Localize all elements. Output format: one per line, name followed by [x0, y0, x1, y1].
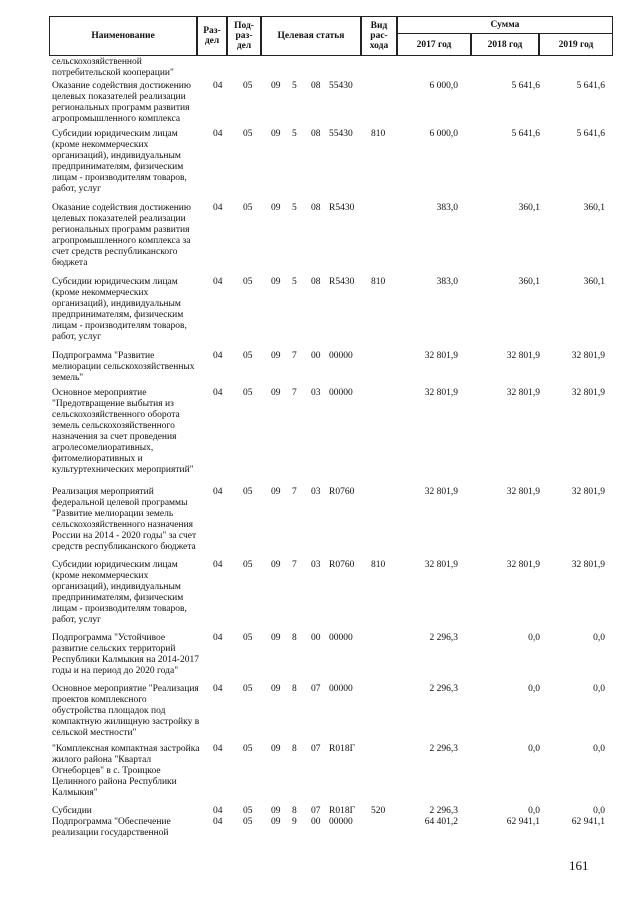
- row-sum-2018: 0,0: [528, 633, 540, 643]
- row-razdel: 04: [213, 203, 223, 213]
- row-sum-2018: 32 801,9: [506, 560, 540, 570]
- row-name: Основное мероприятие "Предотвращение выбытия из сельскохозяйственного оборота земель сельскохозяйственного назначения за счет проведения агролесомелиоративных, фитомелиоративных и культуртехнических мероприятий": [52, 388, 194, 475]
- row-cs2: 8: [292, 806, 297, 816]
- row-cs3: 08: [311, 203, 321, 213]
- row-cs4: R5430: [329, 203, 355, 213]
- header-2019-text: 2019 год: [558, 39, 594, 50]
- row-cs1: 09: [271, 203, 281, 213]
- header-2017: [397, 33, 471, 56]
- row-sum-2019: 5 641,6: [576, 81, 605, 91]
- row-sum-2018: 0,0: [528, 806, 540, 816]
- row-name: Подпрограмма "Устойчивое развитие сельских территорий Республики Калмыкия на 2014-2017 годы и на период до 2020 года": [52, 633, 199, 676]
- row-sum-2017: 2 296,3: [429, 806, 458, 816]
- row-sum-2017: 6 000,0: [429, 81, 458, 91]
- row-cs4: R018Г: [329, 806, 356, 816]
- row-podrazdel: 05: [243, 129, 253, 139]
- row-sum-2019: 5 641,6: [576, 129, 605, 139]
- row-cs4: 00000: [329, 633, 353, 643]
- row-cs4: 55430: [329, 129, 353, 139]
- header-vid-text: Вид рас- хода: [369, 21, 389, 51]
- row-cs1: 09: [271, 817, 281, 827]
- row-sum-2017: 6 000,0: [429, 129, 458, 139]
- row-cs4: 00000: [329, 351, 353, 361]
- row-razdel: 04: [213, 388, 223, 398]
- row-cs2: 5: [292, 129, 297, 139]
- row-sum-2017: 2 296,3: [429, 744, 458, 754]
- row-sum-2017: 2 296,3: [429, 684, 458, 694]
- row-sum-2017: 383,0: [436, 203, 458, 213]
- header-podrazdel: [227, 16, 261, 56]
- header-2017-text: 2017 год: [416, 39, 452, 50]
- row-cs2: 8: [292, 744, 297, 754]
- row-sum-2019: 32 801,9: [571, 560, 605, 570]
- row-cs3: 03: [311, 560, 321, 570]
- row-cs2: 7: [292, 560, 297, 570]
- header-2018: [471, 33, 539, 56]
- row-cs3: 03: [311, 487, 321, 497]
- row-podrazdel: 05: [243, 487, 253, 497]
- row-name: Подпрограмма "Обеспечение реализации государственной: [52, 817, 171, 838]
- row-podrazdel: 05: [243, 684, 253, 694]
- row-cs3: 00: [311, 817, 321, 827]
- row-sum-2018: 5 641,6: [511, 81, 540, 91]
- row-cs4: R5430: [329, 277, 355, 287]
- row-razdel: 04: [213, 806, 223, 816]
- row-podrazdel: 05: [243, 817, 253, 827]
- row-cs1: 09: [271, 81, 281, 91]
- row-cs4: 55430: [329, 81, 353, 91]
- row-cs4: 00000: [329, 817, 353, 827]
- header-vid: [361, 16, 397, 56]
- header-2018-text: 2018 год: [487, 39, 523, 50]
- row-sum-2019: 32 801,9: [571, 388, 605, 398]
- header-name-text: Наименование: [91, 31, 155, 41]
- row-sum-2019: 0,0: [593, 684, 605, 694]
- row-cs1: 09: [271, 277, 281, 287]
- row-sum-2018: 360,1: [518, 277, 540, 287]
- row-sum-2018: 5 641,6: [511, 129, 540, 139]
- row-cs2: 7: [292, 487, 297, 497]
- row-cs1: 09: [271, 560, 281, 570]
- row-sum-2018: 0,0: [528, 744, 540, 754]
- row-sum-2017: 32 801,9: [424, 487, 458, 497]
- row-sum-2017: 64 401,2: [424, 817, 458, 827]
- row-sum-2019: 0,0: [593, 806, 605, 816]
- row-cs4: R0760: [329, 560, 355, 570]
- row-sum-2017: 32 801,9: [424, 351, 458, 361]
- header-celevaya: [261, 16, 361, 56]
- row-name: Оказание содействия достижению целевых показателей реализации региональных программ развития агропромышленного комплекса: [52, 81, 191, 124]
- row-cs1: 09: [271, 388, 281, 398]
- row-razdel: 04: [213, 684, 223, 694]
- row-name: Оказание содействия достижению целевых показателей реализации региональных программ развития агропромышленного комплекса за счет средств республиканского бюджета: [52, 203, 191, 268]
- row-cs4: R0760: [329, 487, 355, 497]
- row-cs2: 8: [292, 633, 297, 643]
- row-cs4: 00000: [329, 684, 353, 694]
- row-cs3: 03: [311, 388, 321, 398]
- row-podrazdel: 05: [243, 203, 253, 213]
- row-podrazdel: 05: [243, 560, 253, 570]
- row-cs1: 09: [271, 487, 281, 497]
- row-cs2: 7: [292, 388, 297, 398]
- header-summa: [397, 16, 613, 34]
- row-cs2: 8: [292, 684, 297, 694]
- row-cs3: 07: [311, 744, 321, 754]
- header-name: [49, 16, 197, 56]
- row-cs4: R018Г: [329, 744, 356, 754]
- row-sum-2018: 32 801,9: [506, 351, 540, 361]
- row-sum-2017: 32 801,9: [424, 560, 458, 570]
- row-podrazdel: 05: [243, 744, 253, 754]
- row-sum-2019: 360,1: [583, 203, 605, 213]
- row-sum-2019: 32 801,9: [571, 351, 605, 361]
- header-razdel-text: Раз- дел: [203, 26, 221, 46]
- row-cs1: 09: [271, 806, 281, 816]
- row-podrazdel: 05: [243, 806, 253, 816]
- header-2019: [539, 33, 613, 56]
- row-cs3: 08: [311, 129, 321, 139]
- row-cs1: 09: [271, 351, 281, 361]
- row-podrazdel: 05: [243, 351, 253, 361]
- row-name: Подпрограмма "Развитие мелиорации сельскохозяйственных земель": [52, 351, 195, 383]
- row-razdel: 04: [213, 277, 223, 287]
- row-cs3: 08: [311, 277, 321, 287]
- header-podrazdel-text: Под- раз- дел: [234, 21, 254, 51]
- row-cs3: 00: [311, 351, 321, 361]
- row-podrazdel: 05: [243, 277, 253, 287]
- row-sum-2017: 32 801,9: [424, 388, 458, 398]
- row-sum-2019: 0,0: [593, 744, 605, 754]
- row-name: Субсидии юридическим лицам (кроме некоммерческих организаций), индивидуальным предпринимателям, физическим лицам - производителям товаров, работ, услуг: [52, 277, 187, 342]
- row-name: сельскохозяйственной потребительской кооперации": [52, 57, 174, 78]
- row-sum-2018: 32 801,9: [506, 388, 540, 398]
- row-sum-2019: 360,1: [583, 277, 605, 287]
- row-cs2: 5: [292, 81, 297, 91]
- row-name: Субсидии юридическим лицам (кроме некоммерческих организаций), индивидуальным предпринимателям, физическим лицам - производителям товаров, работ, услуг: [52, 560, 187, 625]
- row-vid: 810: [371, 129, 386, 139]
- row-sum-2018: 32 801,9: [506, 487, 540, 497]
- row-cs3: 08: [311, 81, 321, 91]
- row-sum-2019: 62 941,1: [571, 817, 605, 827]
- page-number: 161: [569, 858, 589, 873]
- row-vid: 810: [371, 277, 386, 287]
- row-sum-2019: 0,0: [593, 633, 605, 643]
- row-razdel: 04: [213, 817, 223, 827]
- row-cs2: 5: [292, 203, 297, 213]
- row-razdel: 04: [213, 129, 223, 139]
- row-name: Субсидии юридическим лицам (кроме некоммерческих организаций), индивидуальным предпринимателям, физическим лицам - производителям товаров, работ, услуг: [52, 129, 187, 194]
- row-cs1: 09: [271, 744, 281, 754]
- header-summa-text: Сумма: [490, 20, 520, 30]
- row-razdel: 04: [213, 744, 223, 754]
- row-razdel: 04: [213, 560, 223, 570]
- row-name: Реализация мероприятий федеральной целевой программы "Развитие мелиорации земель сельскохозяйственного назначения России на 2014 - 2020 годы" за счет средств республиканского бюджета: [52, 487, 197, 552]
- row-razdel: 04: [213, 487, 223, 497]
- row-sum-2017: 383,0: [436, 277, 458, 287]
- header-razdel: [197, 16, 227, 56]
- row-sum-2018: 62 941,1: [506, 817, 540, 827]
- row-sum-2018: 360,1: [518, 203, 540, 213]
- row-sum-2019: 32 801,9: [571, 487, 605, 497]
- header-celevaya-text: Целевая статья: [277, 31, 345, 41]
- row-razdel: 04: [213, 81, 223, 91]
- row-podrazdel: 05: [243, 633, 253, 643]
- row-cs1: 09: [271, 633, 281, 643]
- row-cs4: 00000: [329, 388, 353, 398]
- row-cs1: 09: [271, 129, 281, 139]
- row-podrazdel: 05: [243, 81, 253, 91]
- row-name: "Комплексная компактная застройка жилого района "Квартал Огнеборцев" в с. Троицкое Целинного района Республики Калмыкия": [52, 744, 200, 798]
- row-vid: 520: [371, 806, 386, 816]
- row-name: Субсидии: [52, 806, 92, 816]
- row-sum-2017: 2 296,3: [429, 633, 458, 643]
- row-cs3: 07: [311, 806, 321, 816]
- row-podrazdel: 05: [243, 388, 253, 398]
- row-cs3: 07: [311, 684, 321, 694]
- row-cs2: 7: [292, 351, 297, 361]
- row-razdel: 04: [213, 633, 223, 643]
- row-cs2: 5: [292, 277, 297, 287]
- row-cs3: 00: [311, 633, 321, 643]
- row-razdel: 04: [213, 351, 223, 361]
- row-sum-2018: 0,0: [528, 684, 540, 694]
- row-name: Основное мероприятие "Реализация проектов комплексного обустройства площадок под компактную жилищную застройку в сельской местности": [52, 684, 200, 738]
- row-cs2: 9: [292, 817, 297, 827]
- row-cs1: 09: [271, 684, 281, 694]
- row-vid: 810: [371, 560, 386, 570]
